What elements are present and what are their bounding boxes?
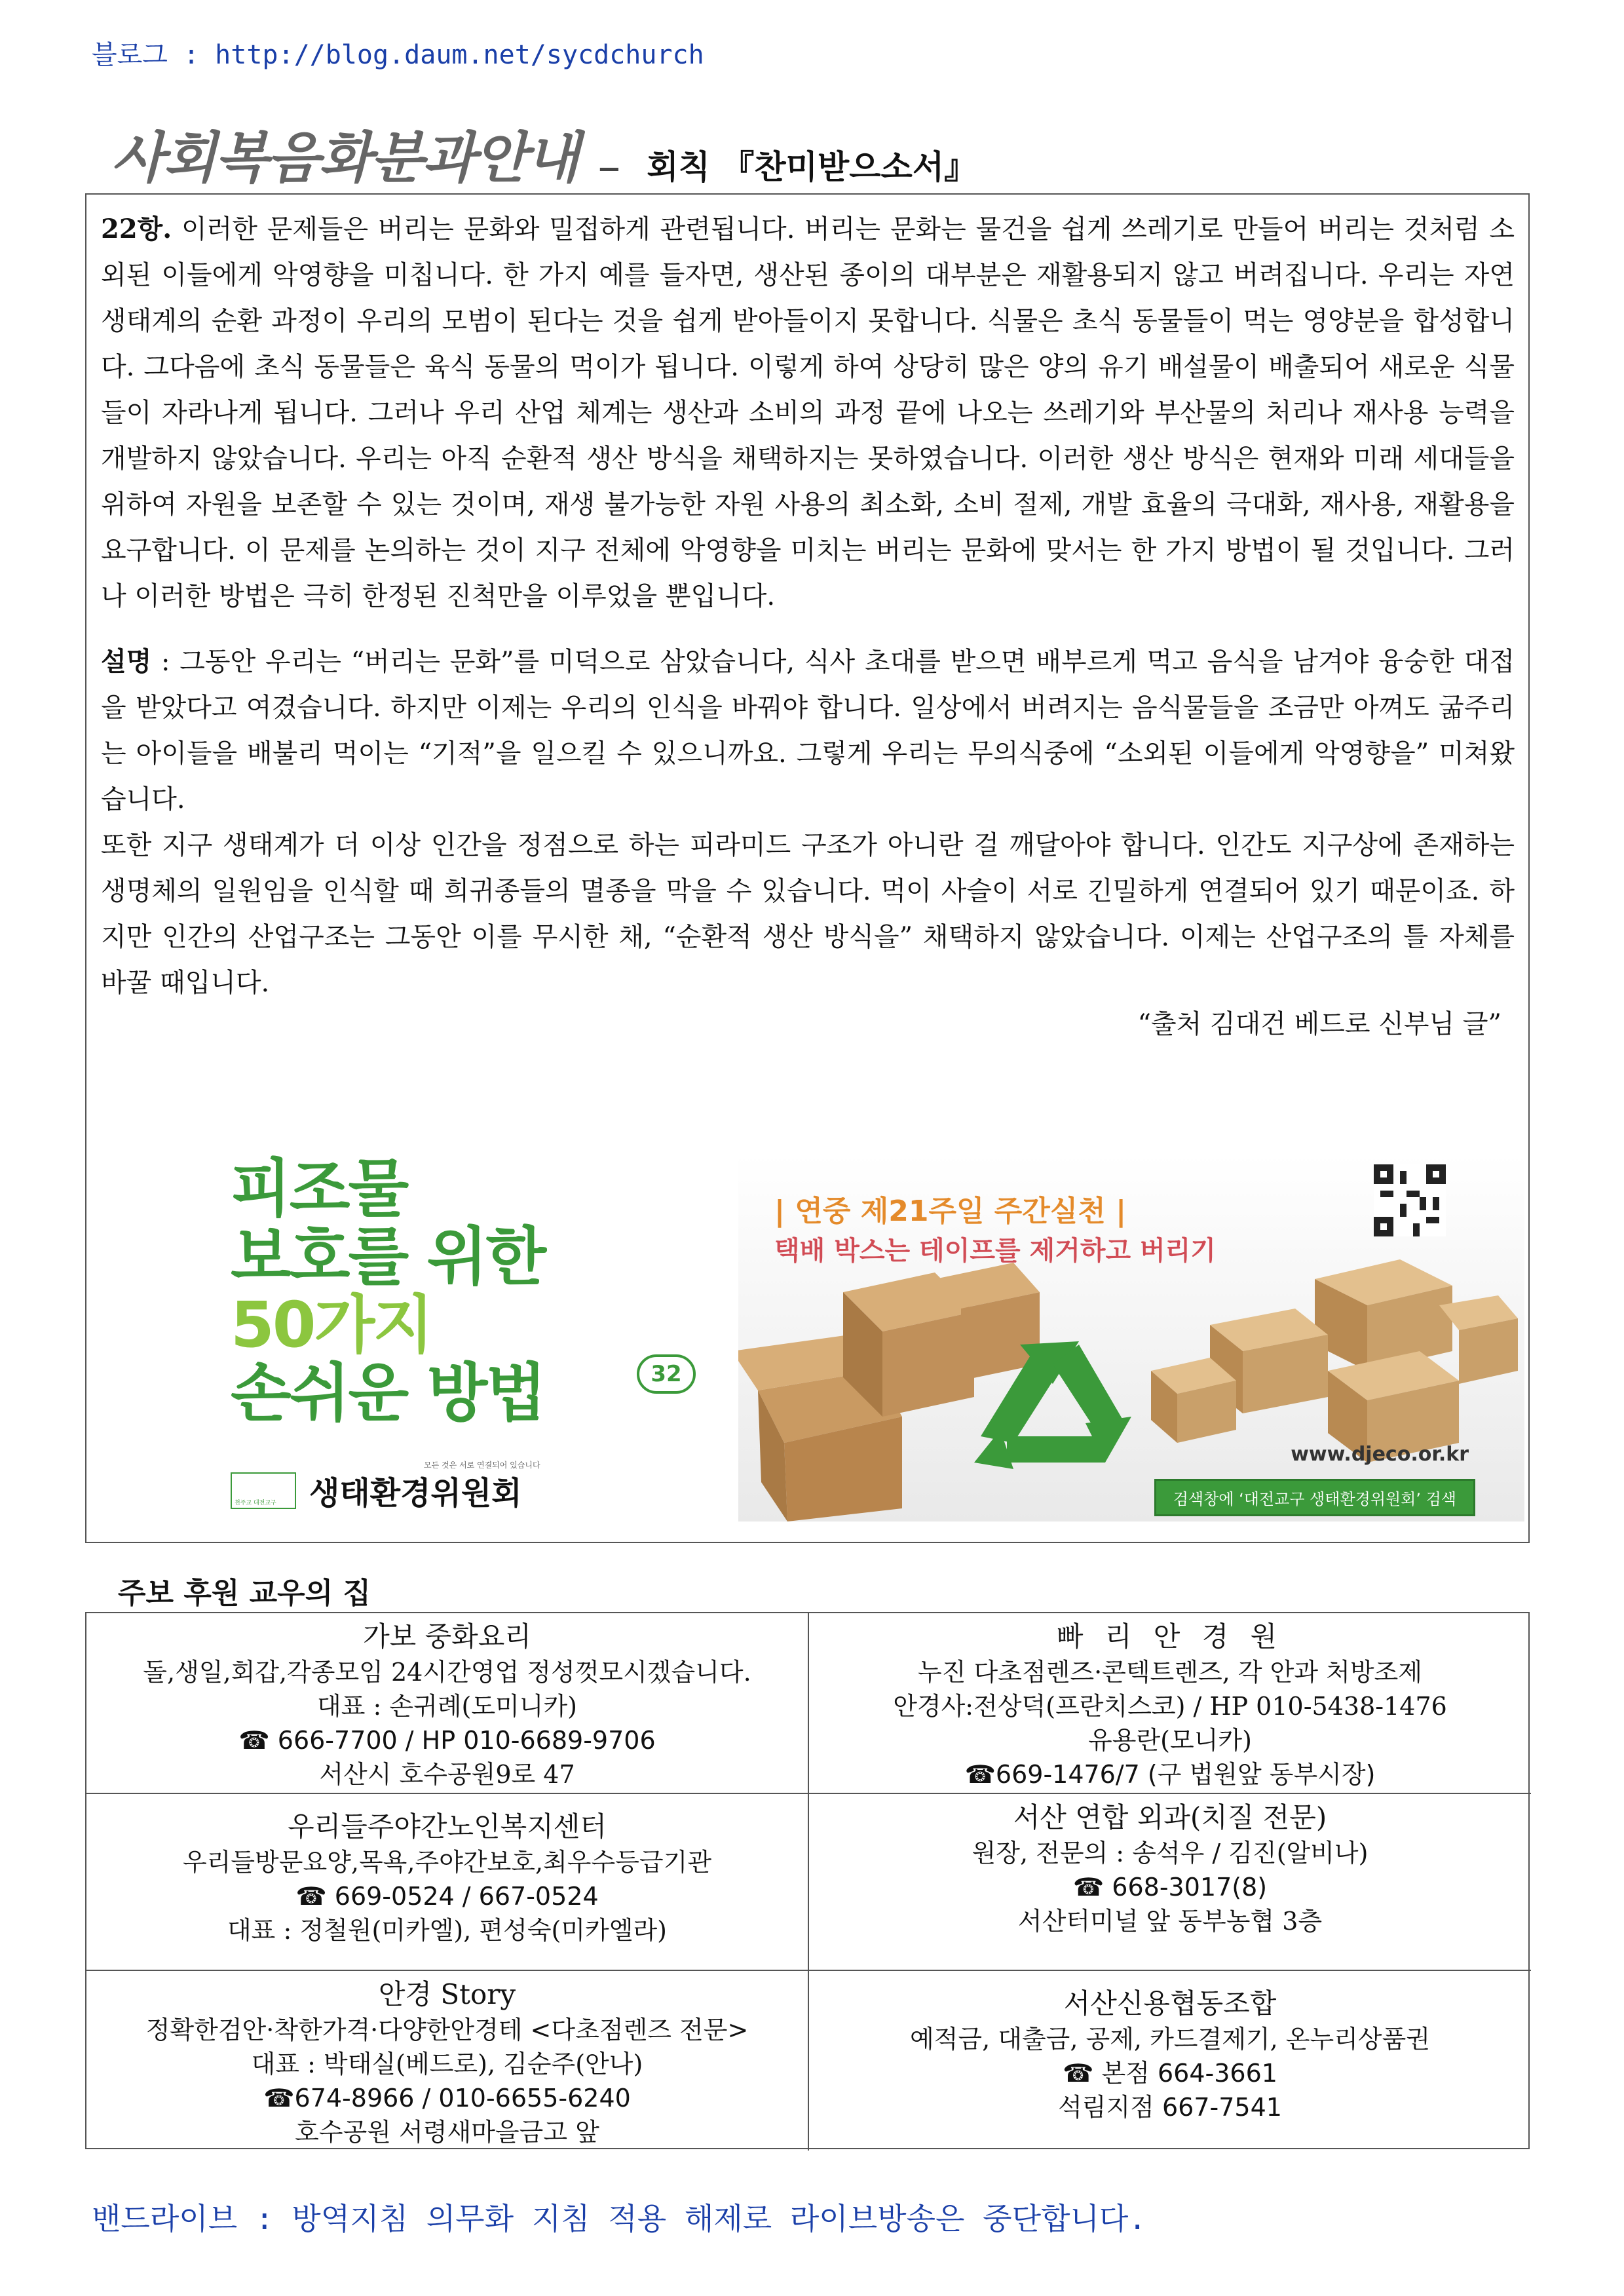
eco-banner	[149, 1152, 1469, 1521]
banner-number-badge: 32	[637, 1354, 696, 1394]
sponsor-line: 안경사:전상덕(프란치스코) / HP 010-5438-1476	[893, 1692, 1447, 1721]
banner-left	[231, 1152, 768, 1430]
support-section-title: 주보 후원 교우의 집	[118, 1577, 371, 1610]
banner-right	[738, 1155, 1524, 1521]
sponsor-name: 서산 연합 외과(치질 전문)	[1013, 1801, 1327, 1833]
banner-tagline: 모든 것은 서로 연결되어 있습니다	[424, 1461, 540, 1470]
explain-body: : 그동안 우리는 “버리는 문화”를 미덕으로 삼았습니다, 식사 초대를 받으면 배부르게 먹고 음식을 남겨야 융숭한 대접을 받았다고 여겼습니다. 하지만 이제는 우리의 인식을 바꿔야 합니다. 일상에서 버려지는 음식물들을 조금만 아껴도 굶주리는 아이들을 배불리 먹이는 “기적”을 일으킬 수 있으니까요. 그렇게 우리는 무의식중에 “소외된 이들에게 악영향을” 미쳐왔습니다.	[101, 647, 1515, 814]
sponsor-phone: ☎ 본점 664-3661	[1063, 2059, 1277, 2088]
explain-label: 설명	[101, 646, 152, 677]
sponsor-phone: ☎674-8966 / 010-6655-6240	[263, 2084, 631, 2113]
sponsor-phone: ☎ 666-7700 / HP 010-6689-9706	[238, 1726, 656, 1755]
sponsor-line: 유용란(모니카)	[1088, 1726, 1252, 1755]
website-url: www.djeco.or.kr	[1291, 1443, 1469, 1466]
logo-caption: 천주교 대전교구	[235, 1499, 276, 1506]
sponsor-cell	[86, 1971, 809, 2151]
banner-title-line: 보호를 위한	[231, 1220, 545, 1293]
sponsor-line: 호수공원 서령새마을금고 앞	[295, 2118, 599, 2147]
sponsor-name: 우리들주야간노인복지센터	[288, 1810, 607, 1843]
weekly-task: 택배 박스는 테이프를 제거하고 버리기	[774, 1236, 1216, 1266]
weekly-practice-title: | 연중 제21주일 주간실천 |	[774, 1195, 1127, 1228]
source-credit: “출처 김대건 베드로 신부님 글”	[1137, 1009, 1501, 1039]
sponsor-line: 돌,생일,회갑,각종모임 24시간영업 정성껏모시겠습니다.	[143, 1658, 751, 1687]
sponsor-phone: 석림지점 667-7541	[1058, 2093, 1282, 2122]
sponsor-cell	[86, 1613, 809, 1794]
blog-url: 블로그 : http://blog.daum.net/sycdchurch	[92, 40, 704, 70]
sponsor-line: 예적금, 대출금, 공제, 카드결제기, 온누리상품권	[909, 2025, 1431, 2054]
section-body: 이러한 문제들은 버리는 문화와 밀접하게 관련됩니다. 버리는 문화는 물건을 쉽게 쓰레기로 만들어 버리는 것처럼 소외된 이들에게 악영향을 미칩니다. 한 가지 예를 들자면, 생산된 종이의 대부분은 재활용되지 않고 버려집니다. 우리는 자연 생태계의 순환 과정이 우리의 모범이 된다는 것을 쉽게 받아들이지 못합니다. 식물은 초식 동물들이 먹는 영양분을 합성합니다. 그다음에 초식 동물들은 육식 동물의 먹이가 됩니다. 이렇게 하여 상당히 많은 양의 유기 배설물이 배출되어 새로운 식물들이 자라나게 됩니다. 그러나 우리 산업 체계는 생산과 소비의 과정 끝에 나오는 쓰레기와 부산물의 처리나 재사용 능력을 개발하지 않았습니다. 우리는 아직 순환적 생산 방식을 채택하지는 못하였습니다. 이러한 생산 방식은 현재와 미래 세대들을 위하여 자원을 보존할 수 있는 것이며, 재생 불가능한 자원 사용의 최소화, 소비 절제, 개발 효율의 극대화, 재사용, 재활용을 요구합니다. 이 문제를 논의하는 것이 지구 전체에 악영향을 미치는 버리는 문화에 맞서는 한 가지 방법이 될 것입니다. 그러나 이러한 방법은 극히 한정된 진척만을 이루었을 뿐입니다.	[101, 214, 1515, 611]
heading-sub: 회칙 『찬미받으소서』	[647, 148, 977, 186]
sponsor-cell	[809, 1794, 1531, 1971]
sponsor-phone: ☎ 668-3017(8)	[1072, 1873, 1268, 1902]
sponsor-line: 대표 : 정철원(미카엘), 편성숙(미카엘라)	[227, 1916, 668, 1945]
search-hint: 검색창에 ‘대전교구 생태환경위원회’ 검색	[1154, 1479, 1475, 1516]
sponsor-line: 우리들방문요양,목욕,주야간보호,최우수등급기관	[182, 1848, 712, 1877]
sponsor-name: 안경 Story	[378, 1978, 516, 2010]
sponsor-name: 서산신용협동조합	[1063, 1987, 1277, 2019]
sponsor-name: 가보 중화요리	[363, 1620, 531, 1653]
explain-paragraph	[101, 639, 1515, 822]
diocese-logo-icon	[231, 1472, 296, 1509]
band-live-notice: 밴드라이브 : 방역지침 의무화 지침 적용 해제로 라이브방송은 중단합니다.	[92, 2201, 1147, 2236]
sponsor-phone: ☎669-1476/7 (구 법원앞 동부시장)	[964, 1760, 1376, 1789]
article-text	[101, 206, 1515, 1043]
heading-dash: –	[597, 140, 621, 193]
section-paragraph	[101, 206, 1515, 619]
section-number: 22항.	[101, 214, 172, 244]
sponsor-line: 서산터미널 앞 동부농협 3층	[1017, 1907, 1323, 1936]
banner-title-line: 피조물	[231, 1152, 407, 1225]
org-name: 생태환경위원회	[309, 1475, 522, 1512]
sponsor-cell	[809, 1613, 1531, 1794]
sponsor-cell	[809, 1971, 1531, 2151]
sponsor-line: 대표 : 손귀례(도미니카)	[317, 1692, 577, 1721]
sponsor-line: 서산시 호수공원9로 47	[319, 1760, 575, 1789]
page-heading	[111, 121, 977, 193]
sponsor-line: 정확한검안·착한가격·다양한안경테 <다초점렌즈 전문>	[145, 2016, 749, 2044]
banner-org	[231, 1468, 522, 1513]
sponsor-grid	[85, 1612, 1530, 2149]
explain-paragraph-2: 또한 지구 생태계가 더 이상 인간을 정점으로 하는 피라미드 구조가 아니란 걸 깨달아야 합니다. 인간도 지구상에 존재하는 생명체의 일원임을 인식할 때 희귀종들의 멸종을 막을 수 있습니다. 먹이 사슬이 서로 긴밀하게 연결되어 있기 때문이죠. 하지만 인간의 산업구조는 그동안 이를 무시한 채, “순환적 생산 방식을” 채택하지 않았습니다. 이제는 산업구조의 틀 자체를 바꿀 때입니다.	[101, 830, 1515, 998]
sponsor-cell	[86, 1794, 809, 1971]
article-box	[85, 193, 1530, 1543]
sponsor-line: 누진 다초점렌즈·콘텍트렌즈, 각 안과 처방조제	[918, 1658, 1422, 1687]
banner-title-line: 50가지	[231, 1288, 432, 1362]
sponsor-line: 원장, 전문의 : 송석우 / 김진(알비나)	[972, 1839, 1369, 1867]
sponsor-phone: ☎ 669-0524 / 667-0524	[295, 1882, 599, 1911]
qr-code-icon	[1374, 1164, 1446, 1236]
banner-title-line: 손쉬운 방법	[231, 1356, 545, 1430]
sponsor-line: 대표 : 박태실(베드로), 김순주(안나)	[251, 2050, 643, 2078]
sponsor-name: 빠 리 안 경 원	[1056, 1620, 1284, 1653]
heading-main: 사회복음화분과안내	[111, 126, 578, 190]
